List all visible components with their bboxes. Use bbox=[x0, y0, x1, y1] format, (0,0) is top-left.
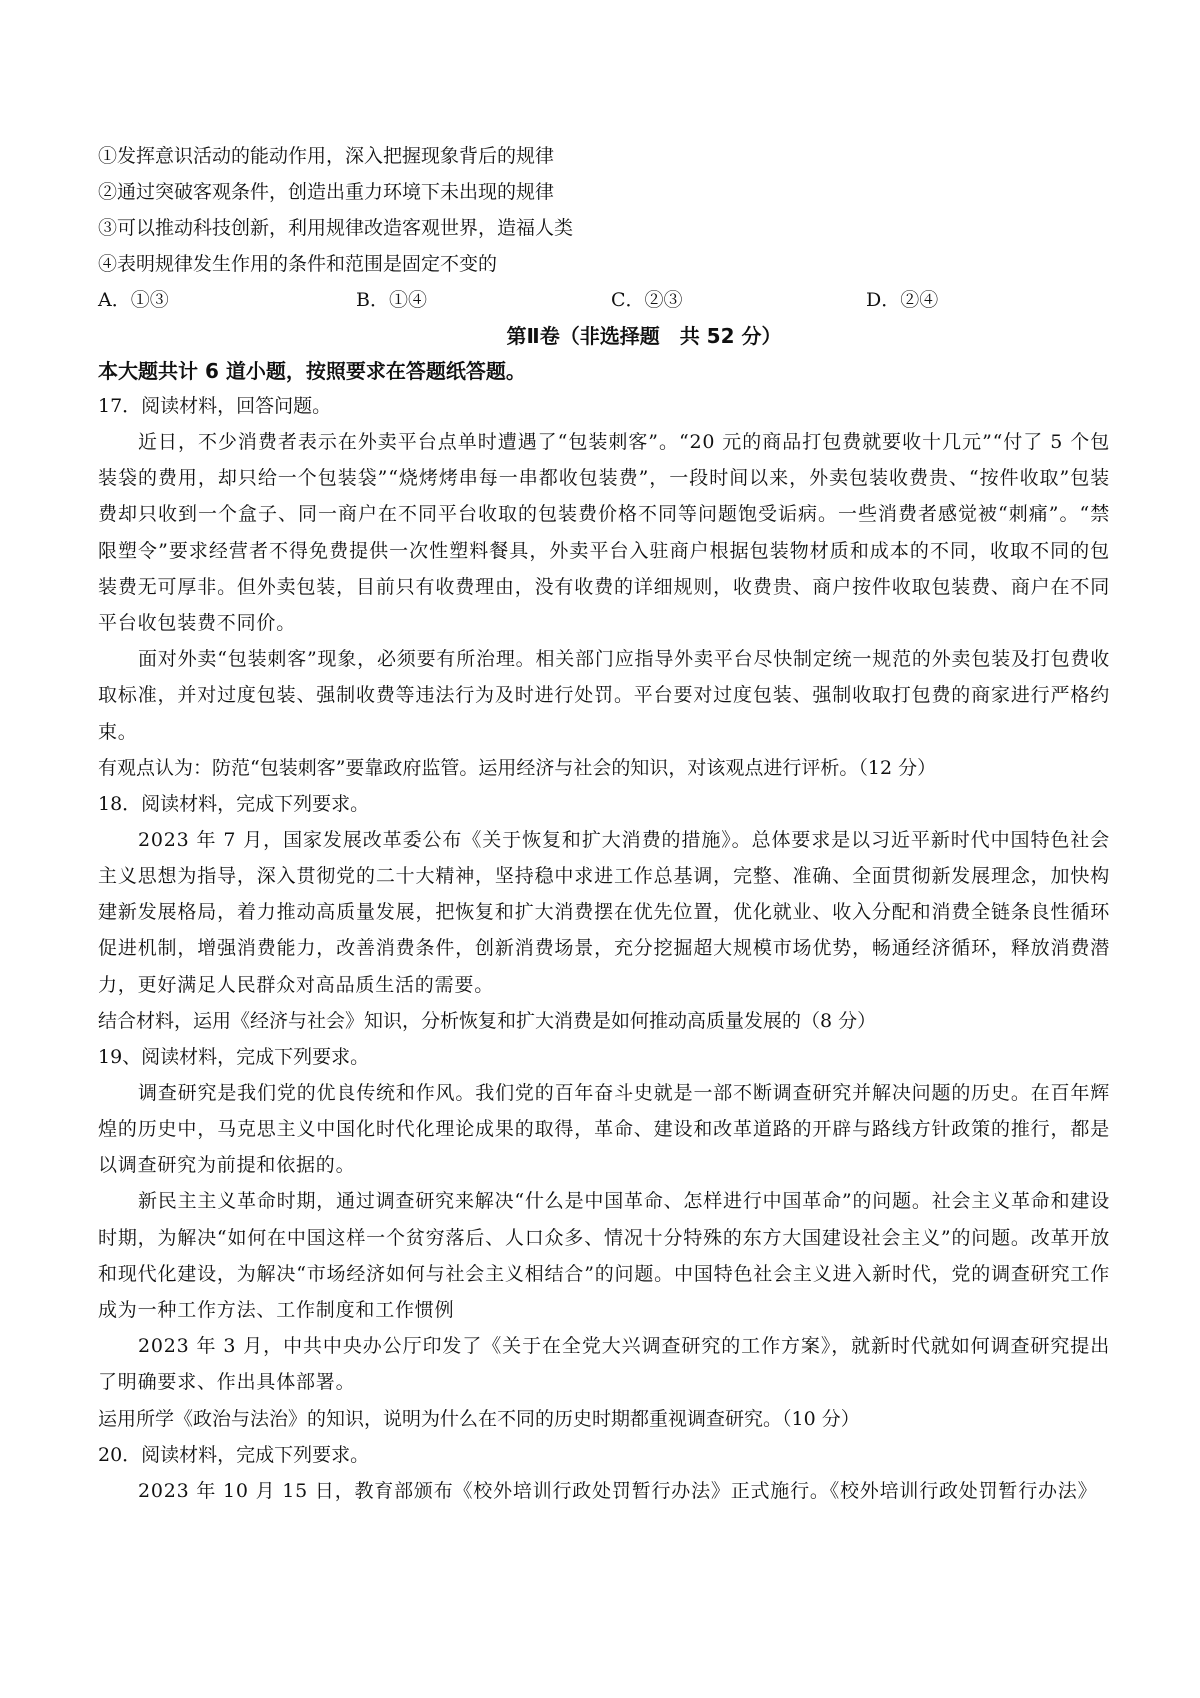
option-d: D．②④ bbox=[866, 289, 939, 311]
question-17-heading: 17．阅读材料，回答问题。 bbox=[98, 395, 332, 417]
statement-2: ②通过突破客观条件，创造出重力环境下未出现的规律 bbox=[98, 181, 555, 203]
question-18-heading: 18．阅读材料，完成下列要求。 bbox=[98, 792, 370, 815]
statement-3: ③可以推动科技创新，利用规律改造客观世界，造福人类 bbox=[98, 217, 574, 239]
question-20-heading: 20．阅读材料，完成下列要求。 bbox=[98, 1443, 370, 1466]
question-20-material-1: 2023 年 10 月 15 日，教育部颁布《校外培训行政处罚暂行办法》正式施行。《校外培训行政处罚暂行办法》 bbox=[138, 1479, 1098, 1502]
statement-4: ④表明规律发生作用的条件和范围是固定不变的 bbox=[98, 253, 498, 275]
question-19-prompt: 运用所学《政治与法治》的知识，说明为什么在不同的历史时期都重视调查研究。（10 分） bbox=[98, 1407, 860, 1430]
option-a: A．①③ bbox=[98, 289, 169, 311]
question-19-heading: 19、阅读材料，完成下列要求。 bbox=[98, 1045, 370, 1068]
question-18-material-1: 2023 年 7 月，国家发展改革委公布《关于恢复和扩大消费的措施》。总体要求是以习近平新时代中国特色社会主义思想为指导，深入贯彻党的二十大精神，坚持稳中求进工作总基调，完整、准确、全面贯彻新发展理念，加快构建新发展格局，着力推动高质量发展，把恢复和扩大消费摆在优先位置，优化就业、收入分配和消费全链条良性循环促进机制，增强消费能力，改善消费条件，创新消费场景，充分挖掘超大规模市场优势，畅通经济循环，释放消费潜力，更好满足人民群众对高品质生活的需要。 bbox=[98, 828, 1110, 996]
question-17-material-2: 面对外卖“包装刺客”现象，必须要有所治理。相关部门应指导外卖平台尽快制定统一规范的外卖包装及打包费收取标准，并对过度包装、强制收费等违法行为及时进行处罚。平台要对过度包装、强制收取打包费的商家进行严格约束。 bbox=[98, 648, 1110, 743]
question-17 bbox=[98, 388, 1110, 786]
question-19-material-3: 2023 年 3 月，中共中央办公厅印发了《关于在全党大兴调查研究的工作方案》，就新时代就如何调查研究提出了明确要求、作出具体部署。 bbox=[98, 1335, 1110, 1394]
option-c: C．②③ bbox=[611, 289, 683, 311]
section-title: 第Ⅱ卷（非选择题 共 52 分） bbox=[506, 324, 782, 348]
question-20 bbox=[98, 1437, 1110, 1509]
question-17-material-1: 近日，不少消费者表示在外卖平台点单时遭遇了“包装刺客”。“20 元的商品打包费就要收十几元”“付了 5 个包装袋的费用，却只给一个包装袋”“烧烤烤串每一串都收包装费”，一段时间以来，外卖包装收费贵、“按件收取”包装费却只收到一个盒子、同一商户在不同平台收取的包装费价格不同等问题饱受诟病。一些消费者感觉被“刺痛”。“禁限塑令”要求经营者不得免费提供一次性塑料餐具，外卖平台入驻商户根据包装物材质和成本的不同，收取不同的包装费无可厚非。但外卖包装，目前只有收费理由，没有收费的详细规则，收费贵、商户按件收取包装费、商户在不同平台收包装费不同价。 bbox=[98, 431, 1110, 635]
question-17-prompt: 有观点认为：防范“包装刺客”要靠政府监管。运用经济与社会的知识，对该观点进行评析。（12 分） bbox=[98, 756, 937, 779]
exam-page bbox=[98, 138, 1110, 1509]
section-instructions: 本大题共计 6 道小题，按照要求在答题纸答题。 bbox=[98, 359, 526, 383]
question-18-prompt: 结合材料，运用《经济与社会》知识，分析恢复和扩大消费是如何推动高质量发展的（8 分） bbox=[98, 1009, 877, 1032]
previous-question-statements bbox=[98, 138, 1110, 282]
statement-1: ①发挥意识活动的能动作用，深入把握现象背后的规律 bbox=[98, 145, 555, 167]
option-b: B．①④ bbox=[356, 289, 427, 311]
question-19-material-1: 调查研究是我们党的优良传统和作风。我们党的百年奋斗史就是一部不断调查研究并解决问题的历史。在百年辉煌的历史中，马克思主义中国化时代化理论成果的取得，革命、建设和改革道路的开辟与路线方针政策的推行，都是以调查研究为前提和依据的。 bbox=[98, 1081, 1110, 1177]
question-19-material-2: 新民主主义革命时期，通过调查研究来解决“什么是中国革命、怎样进行中国革命”的问题。社会主义革命和建设时期，为解决“如何在中国这样一个贫穷落后、人口众多、情况十分特殊的东方大国建设社会主义”的问题。改革开放和现代化建设，为解决“市场经济如何与社会主义相结合”的问题。中国特色社会主义进入新时代，党的调查研究工作成为一种工作方法、工作制度和工作惯例 bbox=[98, 1190, 1110, 1322]
answer-options bbox=[98, 282, 1110, 318]
question-19 bbox=[98, 1039, 1110, 1437]
question-18 bbox=[98, 786, 1110, 1039]
